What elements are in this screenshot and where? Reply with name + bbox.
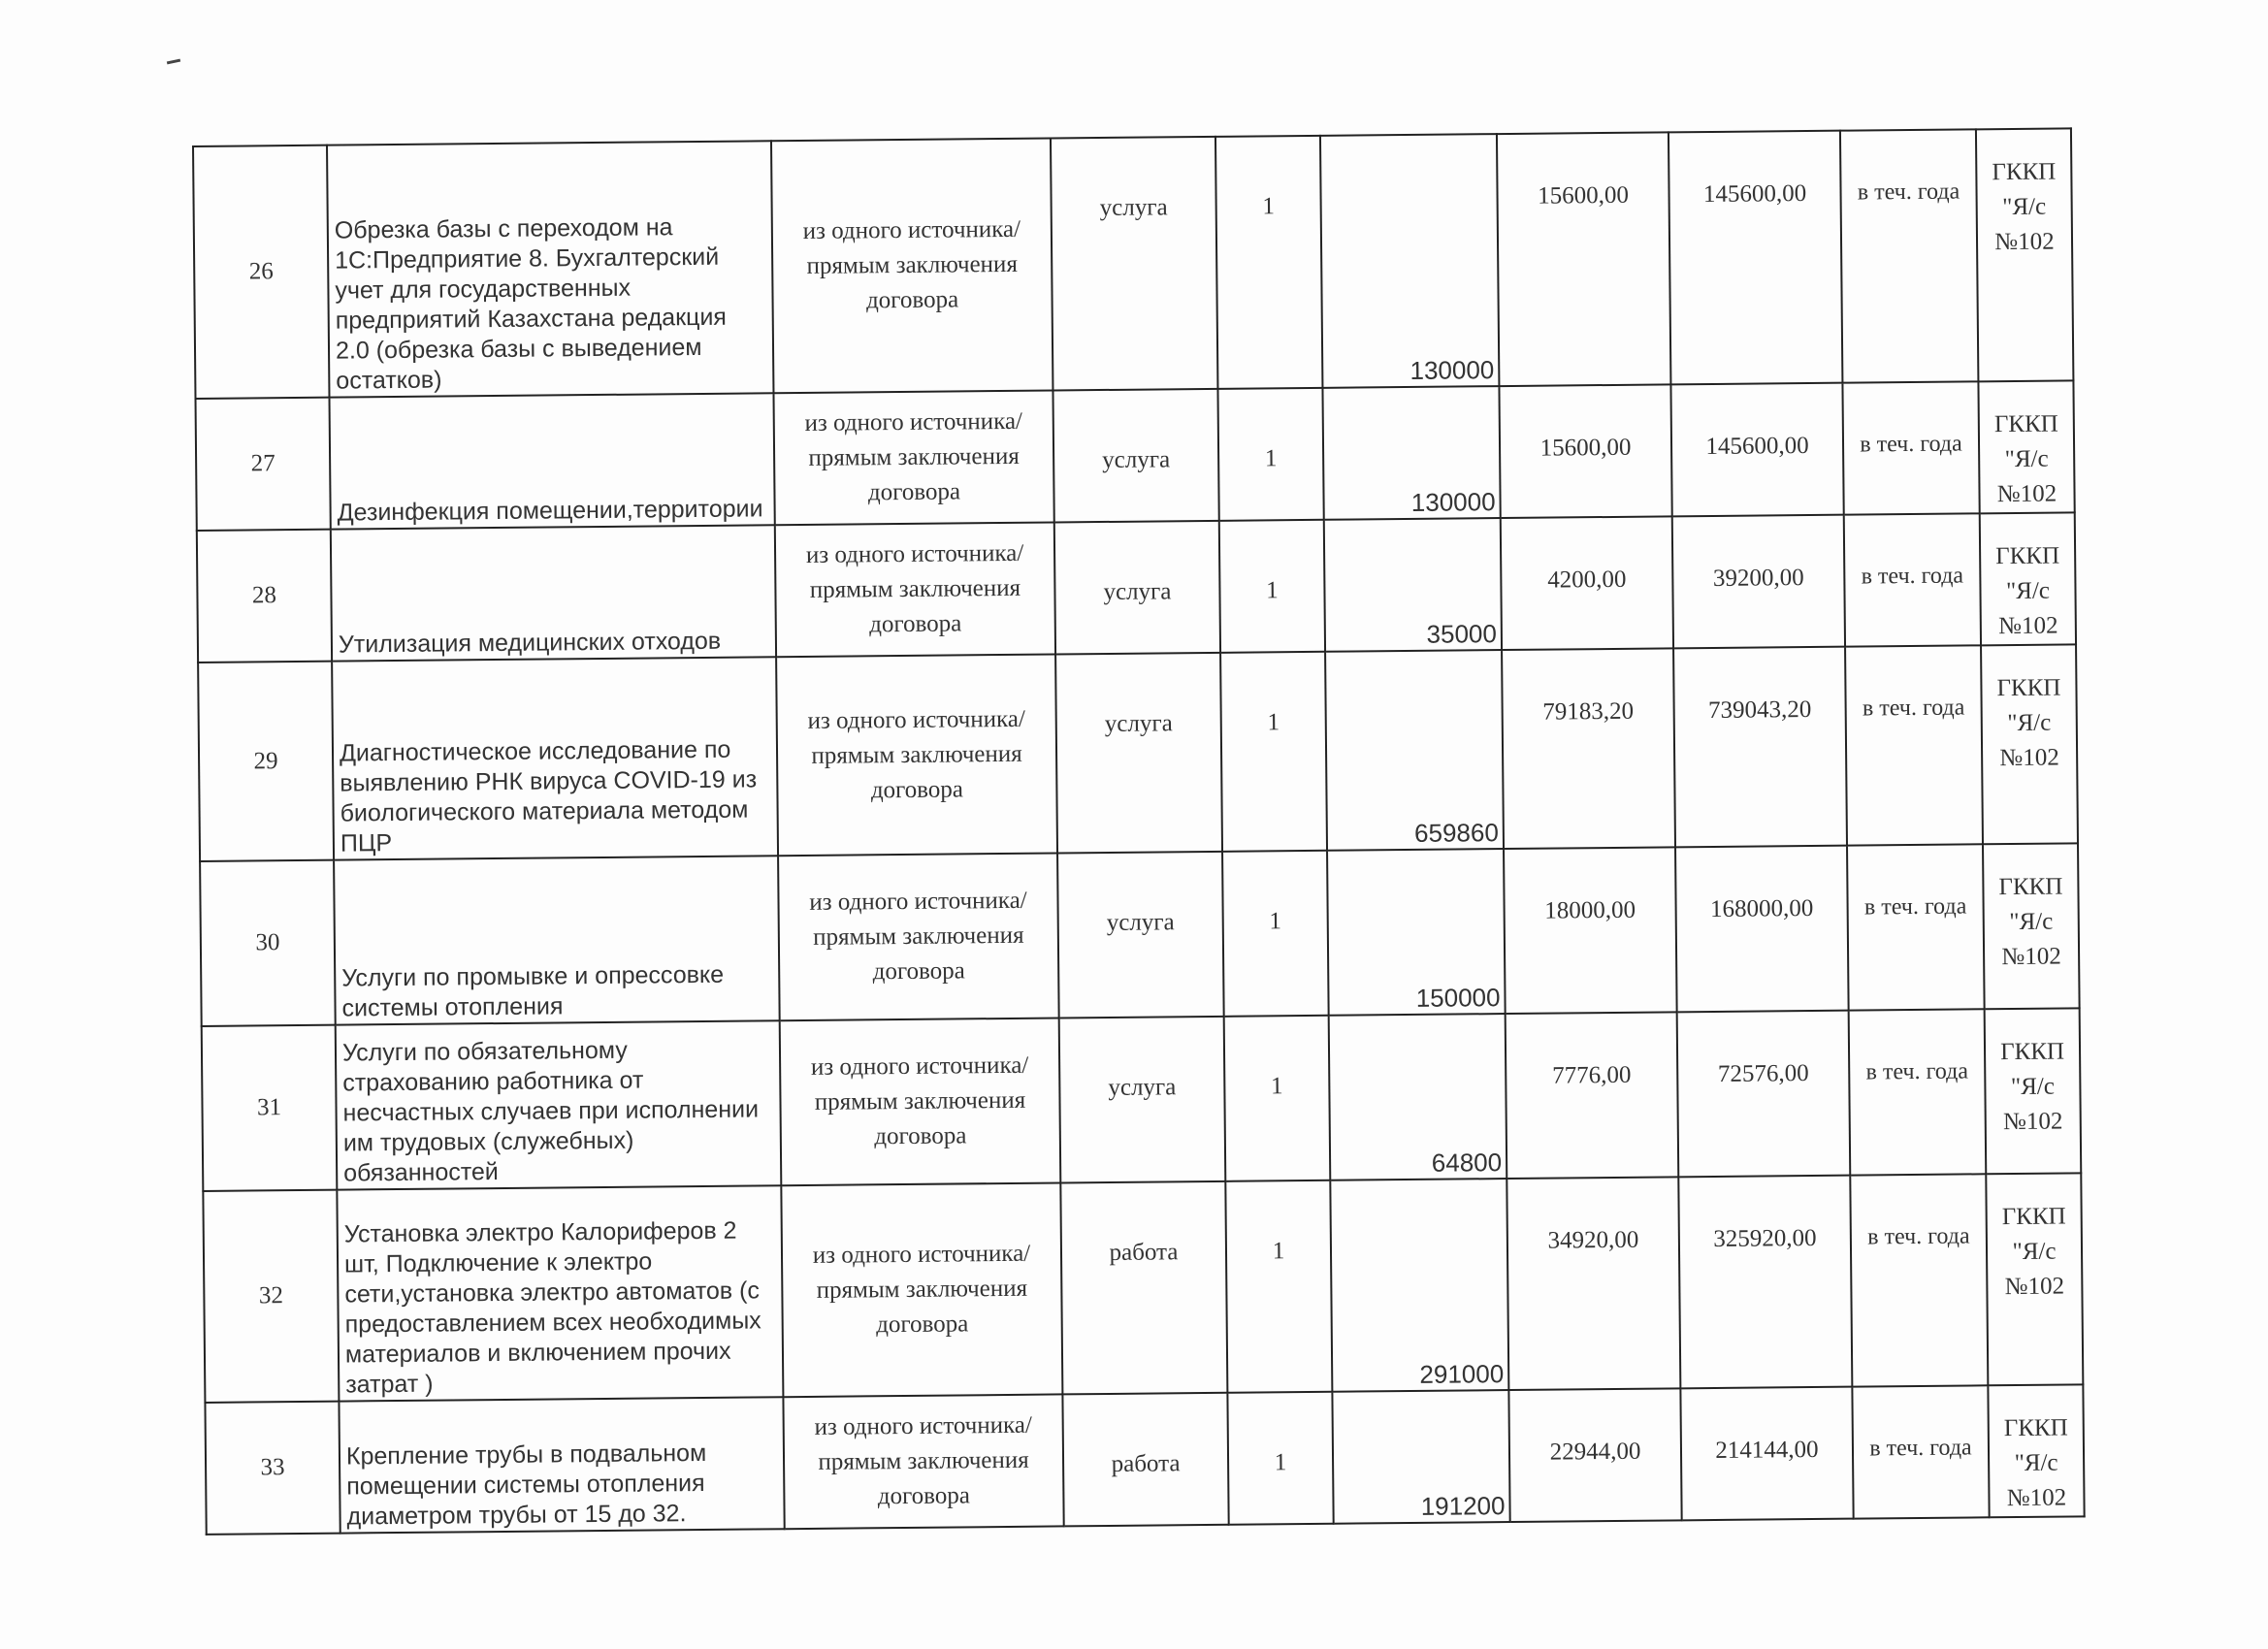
vat-amount: 15600,00 [1497, 132, 1670, 386]
price: 130000 [1320, 134, 1499, 388]
delivery-term: в теч. года [1845, 645, 1983, 845]
quantity: 1 [1215, 136, 1322, 389]
customer: ГККП "Я/с №102 [1980, 512, 2076, 645]
unit: работа [1060, 1181, 1227, 1395]
delivery-term: в теч. года [1840, 129, 1978, 382]
procurement-method: из одного источника/ прямым заключения договора [776, 654, 1057, 856]
service-name: Утилизация медицинских отходов [331, 525, 776, 661]
procurement-method: из одного источника/ прямым заключения договора [775, 522, 1055, 657]
total-amount: 325920,00 [1678, 1176, 1852, 1389]
unit: услуга [1054, 521, 1220, 655]
unit: работа [1062, 1393, 1228, 1527]
row-number: 30 [200, 860, 336, 1026]
price: 659860 [1325, 650, 1504, 851]
row-number: 28 [197, 530, 332, 663]
price: 150000 [1327, 849, 1506, 1016]
customer: ГККП "Я/с №102 [1978, 380, 2074, 513]
total-amount: 72576,00 [1677, 1011, 1851, 1178]
customer: ГККП "Я/с №102 [1981, 644, 2078, 844]
procurement-method: из одного источника/ прямым заключения договора [778, 853, 1059, 1020]
unit: услуга [1051, 137, 1217, 391]
vat-amount: 18000,00 [1504, 847, 1677, 1014]
vat-amount: 7776,00 [1506, 1012, 1679, 1179]
price: 130000 [1322, 386, 1500, 520]
row-number: 33 [205, 1402, 340, 1535]
procurement-method: из одного источника/ прямым заключения договора [781, 1182, 1062, 1397]
service-name: Диагностическое исследование по выявлению РНК вируса COVID-19 из биологического материала методом ПЦР [332, 657, 778, 859]
delivery-term: в теч. года [1847, 844, 1985, 1010]
price: 64800 [1329, 1014, 1507, 1180]
unit: услуга [1053, 389, 1218, 523]
quantity: 1 [1227, 1392, 1333, 1525]
procurement-method: из одного источника/ прямым заключения договора [771, 139, 1053, 394]
customer: ГККП "Я/с №102 [1986, 1173, 2083, 1385]
vat-amount: 79183,20 [1502, 648, 1675, 849]
delivery-term: в теч. года [1849, 1009, 1987, 1175]
service-name: Обрезка базы с переходом на 1С:Предприятие 8. Бухгалтерский учет для государственных предприятий Казахстана редакция 2.0 (обрезка базы с выведением остатков) [327, 141, 773, 397]
procurement-table [192, 127, 2086, 1536]
table-row [200, 843, 2080, 1026]
customer: ГККП "Я/с №102 [1988, 1384, 2084, 1517]
unit: услуга [1059, 1017, 1226, 1183]
vat-amount: 22944,00 [1508, 1388, 1681, 1522]
table-row [205, 1384, 2084, 1535]
table-row [198, 644, 2078, 861]
service-name: Услуги по обязательному страхованию работника от несчастных случаев при исполнении им трудовых (служебных) обязанностей [336, 1020, 782, 1189]
procurement-method: из одного источника/ прямым заключения договора [780, 1018, 1061, 1185]
row-number: 26 [193, 146, 329, 399]
procurement-method: из одного источника/ прямым заключения договора [783, 1394, 1063, 1529]
customer: ГККП "Я/с №102 [1983, 843, 2080, 1009]
vat-amount: 15600,00 [1499, 384, 1671, 518]
total-amount: 168000,00 [1675, 846, 1849, 1013]
procurement-method: из одного источника/ прямым заключения договора [773, 390, 1053, 525]
table-row [203, 1173, 2083, 1403]
unit: услуга [1057, 852, 1224, 1018]
total-amount: 145600,00 [1669, 131, 1842, 385]
service-name: Крепление трубы в подвальном помещении системы отопления диаметром трубы от 15 до 32. [339, 1397, 784, 1533]
service-name: Услуги по промывке и опрессовке системы отопления [334, 856, 780, 1024]
total-amount: 145600,00 [1670, 383, 1843, 517]
quantity: 1 [1217, 388, 1323, 521]
vat-amount: 4200,00 [1501, 516, 1673, 650]
unit: услуга [1055, 653, 1222, 854]
row-number: 29 [198, 662, 334, 861]
quantity: 1 [1225, 1180, 1332, 1393]
price: 291000 [1330, 1179, 1508, 1392]
table-row [202, 1008, 2082, 1191]
row-number: 27 [196, 398, 331, 531]
table-row [193, 128, 2073, 399]
service-name: Установка электро Калориферов 2 шт, Подключение к электро сети,установка электро автоматов (с предоставлением всех необходимых материалов и включением прочих затрат ) [337, 1185, 783, 1401]
quantity: 1 [1220, 652, 1327, 852]
price: 191200 [1332, 1390, 1509, 1524]
quantity: 1 [1224, 1016, 1331, 1181]
quantity: 1 [1219, 520, 1325, 653]
delivery-term: в теч. года [1842, 381, 1979, 514]
delivery-term: в теч. года [1850, 1174, 1988, 1386]
customer: ГККП "Я/с №102 [1985, 1008, 2082, 1174]
total-amount: 739043,20 [1673, 647, 1847, 848]
row-number: 31 [202, 1025, 338, 1191]
delivery-term: в теч. года [1852, 1385, 1989, 1518]
scan-mark [167, 59, 180, 65]
price: 35000 [1324, 518, 1502, 652]
customer: ГККП "Я/с №102 [1976, 128, 2073, 381]
service-name: Дезинфекция помещении,территории [329, 393, 774, 529]
total-amount: 214144,00 [1680, 1387, 1853, 1521]
quantity: 1 [1222, 851, 1329, 1017]
table-row [197, 512, 2076, 663]
total-amount: 39200,00 [1672, 515, 1845, 649]
row-number: 32 [203, 1190, 339, 1403]
table-row [196, 380, 2075, 531]
vat-amount: 34920,00 [1507, 1177, 1680, 1390]
delivery-term: в теч. года [1844, 513, 1981, 646]
